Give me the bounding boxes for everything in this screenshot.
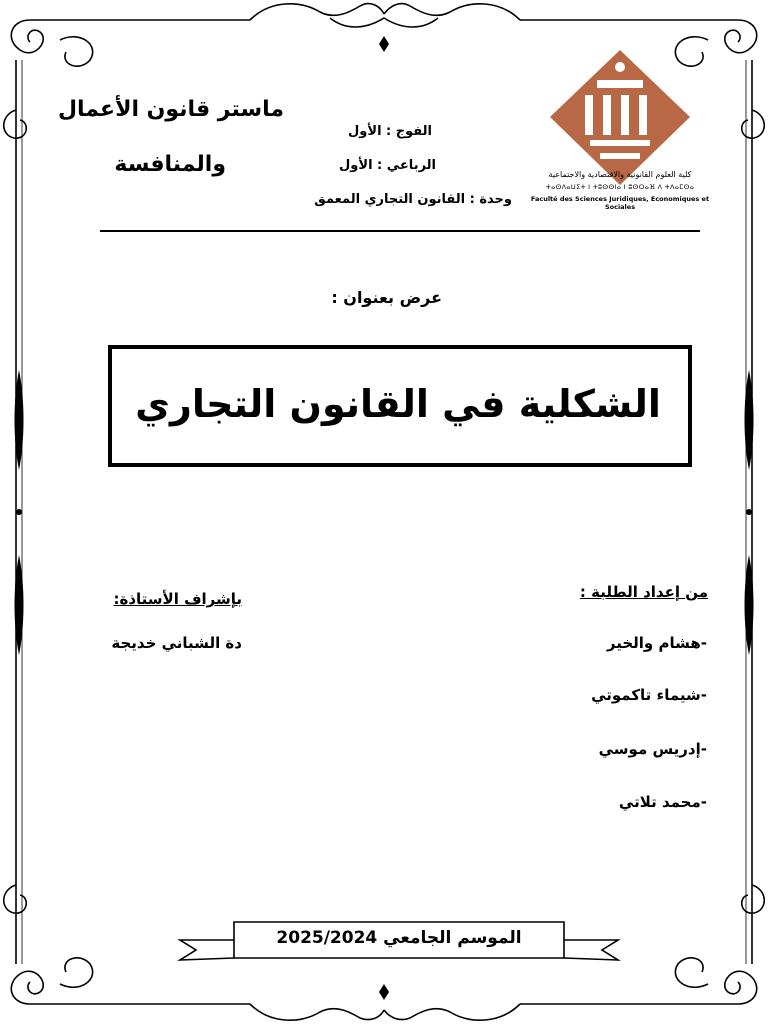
- presentation-title: الشكلية في القانون التجاري: [135, 382, 661, 426]
- student-name: -محمد تلاتي: [618, 793, 707, 811]
- presentation-label: عرض بعنوان :: [331, 288, 442, 307]
- master-program-title-line2: والمنافسة: [114, 152, 226, 177]
- supervisor-name: دة الشباني خديجة: [111, 634, 242, 652]
- header-divider: [100, 230, 700, 232]
- student-name: -إدريس موسي: [598, 740, 707, 758]
- module-label: وحدة : القانون التجاري المعمق: [314, 192, 512, 207]
- academic-season: الموسم الجامعي 2025/2024: [276, 928, 522, 948]
- faculty-name-french: Faculté des Sciences Juridiques, Economiques et Sociales: [530, 195, 710, 211]
- university-logo: [545, 45, 695, 190]
- faculty-name-tifinagh: ⵜⴰⵙⴷⴰⵡⵉⵜ ⵏ ⵜⵓⵙⵙⵏⴰ ⵏ ⵓⵙⵔⴰⴼ ⴷ ⵜⴷⴰⵎⵙⴰ: [545, 183, 695, 191]
- student-name: -شيماء تاكموتي: [591, 686, 707, 704]
- prepared-by-label: من إعداد الطلبة :: [579, 583, 708, 601]
- semester-label: الرباعي : الأول: [339, 158, 436, 173]
- group-label: الفوج : الأول: [348, 124, 432, 139]
- supervision-label: بإشراف الأستاذة:: [113, 590, 242, 608]
- faculty-name-arabic: كلية العلوم القانونية والاقتصادية والاجتماعية: [548, 170, 692, 179]
- student-name: -هشام والخير: [606, 634, 707, 652]
- master-program-title: ماستر قانون الأعمال: [57, 97, 284, 122]
